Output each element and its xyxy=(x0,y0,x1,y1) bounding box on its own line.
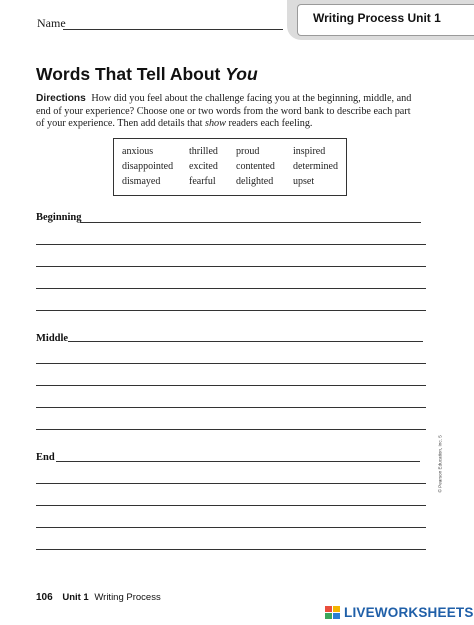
name-label: Name xyxy=(37,16,66,30)
end-label: End xyxy=(36,452,55,463)
middle-label: Middle xyxy=(36,333,69,344)
footer-unit-title: Writing Process xyxy=(94,592,161,603)
word-bank-item: determined xyxy=(293,161,338,172)
end-line[interactable] xyxy=(56,461,420,462)
directions xyxy=(36,93,416,131)
directions-emphasis: show xyxy=(204,118,226,130)
word-bank-item: fearful xyxy=(189,176,216,187)
end-line[interactable] xyxy=(36,505,426,506)
page-title-emphasis: You xyxy=(225,64,258,84)
word-bank-item: anxious xyxy=(122,146,154,157)
middle-line[interactable] xyxy=(68,341,423,342)
beginning-line[interactable] xyxy=(36,310,426,311)
word-bank-item: thrilled xyxy=(189,146,218,157)
word-bank-item: inspired xyxy=(293,146,326,157)
directions-label: Directions xyxy=(36,93,86,104)
middle-line[interactable] xyxy=(36,429,426,430)
liveworksheets-logo-icon xyxy=(325,606,341,620)
page-title xyxy=(36,64,258,85)
liveworksheets-logo-text: LIVEWORKSHEETS xyxy=(344,605,474,620)
word-bank xyxy=(113,138,347,196)
beginning-line[interactable] xyxy=(36,288,426,289)
beginning-line[interactable] xyxy=(36,244,426,245)
word-bank-item: contented xyxy=(236,161,275,172)
end-line[interactable] xyxy=(36,483,426,484)
beginning-label: Beginning xyxy=(36,212,82,223)
middle-line[interactable] xyxy=(36,363,426,364)
name-input-line[interactable] xyxy=(63,29,283,30)
page-title-main: Words That Tell About xyxy=(36,64,221,84)
middle-line[interactable] xyxy=(36,385,426,386)
copyright-notice xyxy=(433,425,445,495)
word-bank-item: proud xyxy=(236,146,260,157)
directions-text-2: readers each feeling. xyxy=(228,118,313,130)
beginning-line[interactable] xyxy=(36,266,426,267)
middle-line[interactable] xyxy=(36,407,426,408)
word-bank-item: disappointed xyxy=(122,161,174,172)
directions-text-1: How did you feel about the challenge facing you at the beginning, middle, and end of your experience? Choose one or two words from the word bank to describe each part of your experience. Then add details that xyxy=(36,93,412,130)
word-bank-item: delighted xyxy=(236,176,274,187)
page-footer xyxy=(36,592,161,603)
unit-tab-title: Writing Process Unit 1 xyxy=(313,11,441,25)
word-bank-item: upset xyxy=(293,176,315,187)
word-bank-item: excited xyxy=(189,161,218,172)
word-bank-item: dismayed xyxy=(122,176,161,187)
copyright-text: © Pearson Education, Inc. 5 xyxy=(437,435,443,493)
page-number: 106 xyxy=(36,592,53,603)
end-line[interactable] xyxy=(36,527,426,528)
beginning-line[interactable] xyxy=(80,222,421,223)
end-line[interactable] xyxy=(36,549,426,550)
footer-unit: Unit 1 xyxy=(62,592,89,603)
